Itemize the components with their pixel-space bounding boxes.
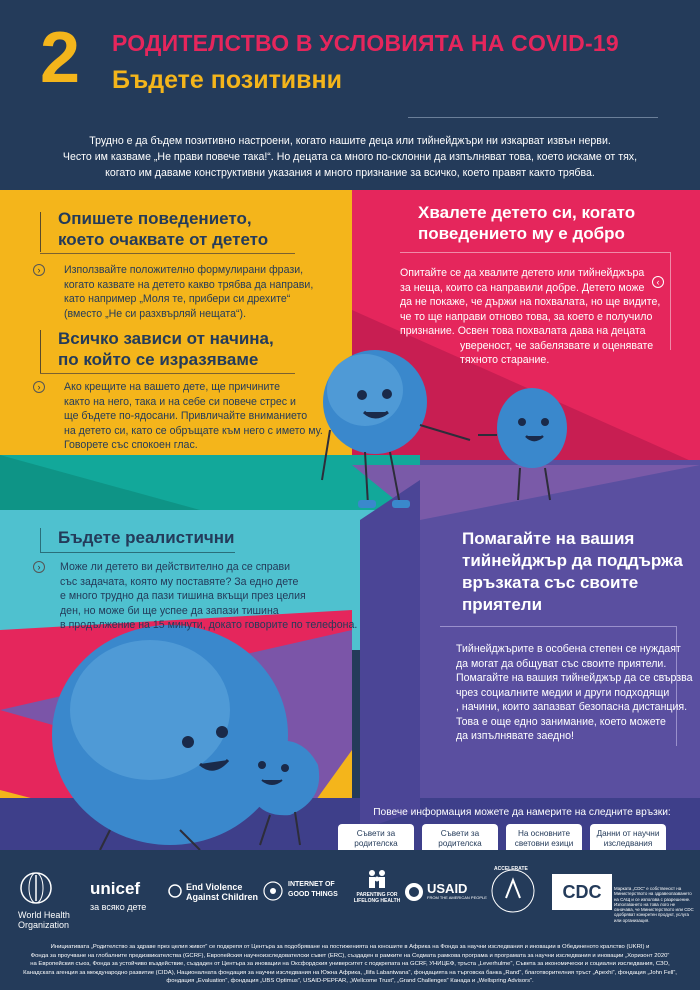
- cdc-note: Марката „CDC“ е собственост на Министерството на здравеопазването на САЩ и се използва с разрешение. Използването на това лого не означава, че Министерството или CDC одобряват конкретен продукт, услуга или организация.: [614, 886, 694, 923]
- section-rule: [40, 528, 41, 552]
- section-rule: [400, 252, 670, 253]
- section-rule: [670, 252, 671, 350]
- internet-of-good-things-logo: INTERNET OF GOOD THINGS: [262, 880, 338, 900]
- chevron-left-icon: ‹: [652, 276, 664, 288]
- intro-text: [40, 133, 660, 181]
- section-rule: [40, 330, 41, 374]
- link-world-languages[interactable]: На основните световни езици: [506, 824, 582, 854]
- family-icon: [366, 868, 388, 890]
- section-rule: [40, 552, 235, 553]
- cdc-logo: CDC: [552, 874, 612, 910]
- describe-body: Използвайте положително формулирани фрази, когато казвате на детето какво трябва да направи, като например „Моля те, прибери си дрехите“ (вместо „Не си разхвърляй нещата“).: [64, 264, 314, 320]
- accelerate-logo: ACCELERATE: [490, 868, 536, 916]
- content-panel: [0, 190, 700, 850]
- page-subtitle: Бъдете позитивни: [112, 66, 343, 94]
- teen-title: Помагайте на вашия тийнейджър да поддържа връзката със своите приятели: [462, 529, 683, 614]
- footer: [0, 850, 700, 990]
- realistic-body: Може ли детето ви действително да се справи със задачата, която му поставяте? За едно дете е много трудно да пази тишина вкъщи през целия ден, но може би ще успее да запази тишина в продължение на 15 минути, докато говорите по телефона.: [60, 561, 358, 631]
- manner-title: Всичко зависи от начина, по който се изразяваме: [58, 329, 274, 369]
- link-who-parenting[interactable]: Съвети за родителска: [338, 824, 414, 854]
- more-info-label: Повече информация можете да намерите на следните връзки:: [373, 807, 671, 818]
- unicef-logo: unicef за всяко дете: [90, 879, 147, 912]
- header: [0, 0, 700, 190]
- section-rule: [40, 212, 41, 252]
- credits-text: Инициативата „Родителство за здраве през целия живот“ се подкрепя от Центъра за подобряване на постиженията на юношите в Африка на Фонда за научни изследвания и иновации в Обединеното кралство (UKRI) и Фонда за проучване на глобалните предизвикателства (GCRF), Европейския научноизследователски съвет (ERC), създаден в рамките на Седмата рамкова програма и програмата за научни изследвания и иновации „Хоризонт 2020“ на Европейския съюз, Фонда за устойчиво въздействие, създаден от Центъра за иновации на Оксфордския университет с подкрепата на GCRF, УНИЦЕФ, тръста „Leverhulme“, Съвета за икономически и социални изследвания, СЗО, Канадската агенция за международно развитие (CIDA), Националната фондация за научни изследвания на Южна Африка, „Ilifa Labantwana“, фондацията на търговска банка „Rand“, благотворителния тръст „Apexhi“, фондация „John Fell“, фондация „Evaluation“, фондация „UBS Optimus“, USAID-PEPFAR, „Wellcome Trust“, „Grand Challenges“ Канада и „Wellspring Advisors“.: [23, 944, 677, 985]
- parenting-lifelong-health-logo: PARENTING FOR LIFELONG HEALTH: [352, 868, 402, 904]
- accelerate-emblem-icon: [490, 868, 536, 914]
- usaid-seal-icon: [404, 882, 424, 902]
- who-emblem-icon: [18, 870, 54, 906]
- chevron-right-icon: ›: [33, 264, 45, 276]
- describe-title: Опишете поведението, което очаквате от детето: [58, 209, 269, 249]
- header-divider: [408, 117, 658, 118]
- section-rule: [40, 253, 295, 254]
- realistic-title: Бъдете реалистични: [58, 528, 235, 547]
- intro-line: Често им казваме „Не прави повече така!“. Но децата са много по-склонни да изпълняват това, което искаме от тях,: [62, 151, 638, 163]
- who-logo: World Health Organization: [18, 870, 70, 930]
- section-rule: [440, 626, 676, 627]
- page-title: РОДИТЕЛСТВО В УСЛОВИЯТА НА COVID-19: [112, 30, 619, 56]
- praise-body: Опитайте се да хвалите детето или тийнейджъра за неща, които са направили добре. Детето може да не покаже, че държи на похвалата, но ще видите, че то ще направи отново това, за което е получило признание. Освен това похвалата дава на децата увереност, че забелязвате и оценявате тяхното старание.: [400, 267, 661, 366]
- section-number: 2: [40, 18, 81, 98]
- manner-body: Ако крещите на вашето дете, ще причините както на него, така и на себе си повече стрес и ще бъдете по-ядосани. Привличайте вниманието на детето си, като се обръщате към него с името му. Говорете със спокоен глас.: [64, 381, 323, 451]
- chevron-right-icon: ›: [33, 561, 45, 573]
- intro-line: Трудно е да бъдем позитивно настроени, когато нашите деца или тийнейджъри ни изкарват извън нерви.: [89, 135, 611, 147]
- usaid-logo: USAID FROM THE AMERICAN PEOPLE: [404, 882, 487, 901]
- praise-title: Хвалете детето си, когато поведението му е добро: [418, 203, 636, 243]
- intro-line: когато им даваме конструктивни указания и много признание за всичко, което правят както трябва.: [105, 167, 595, 179]
- section-rule: [40, 373, 295, 374]
- link-unicef-parenting[interactable]: Съвети за родителска: [422, 824, 498, 854]
- link-research-data[interactable]: Данни от научни изследвания: [590, 824, 666, 854]
- chevron-right-icon: ›: [33, 381, 45, 393]
- end-violence-logo: End Violence Against Children: [168, 882, 258, 902]
- teen-body: Тийнейджърите в особена степен се нуждаят да могат да общуват със своите приятели. Помагайте на вашия тийнейджър да се свързва чрез социалните медии и други подходящи , начини, които запазват безопасна дистанция. Това е още едно занимание, което можете да изпълнявате заедно!: [456, 643, 693, 742]
- end-violence-icon: [168, 884, 182, 898]
- network-icon: [262, 880, 284, 902]
